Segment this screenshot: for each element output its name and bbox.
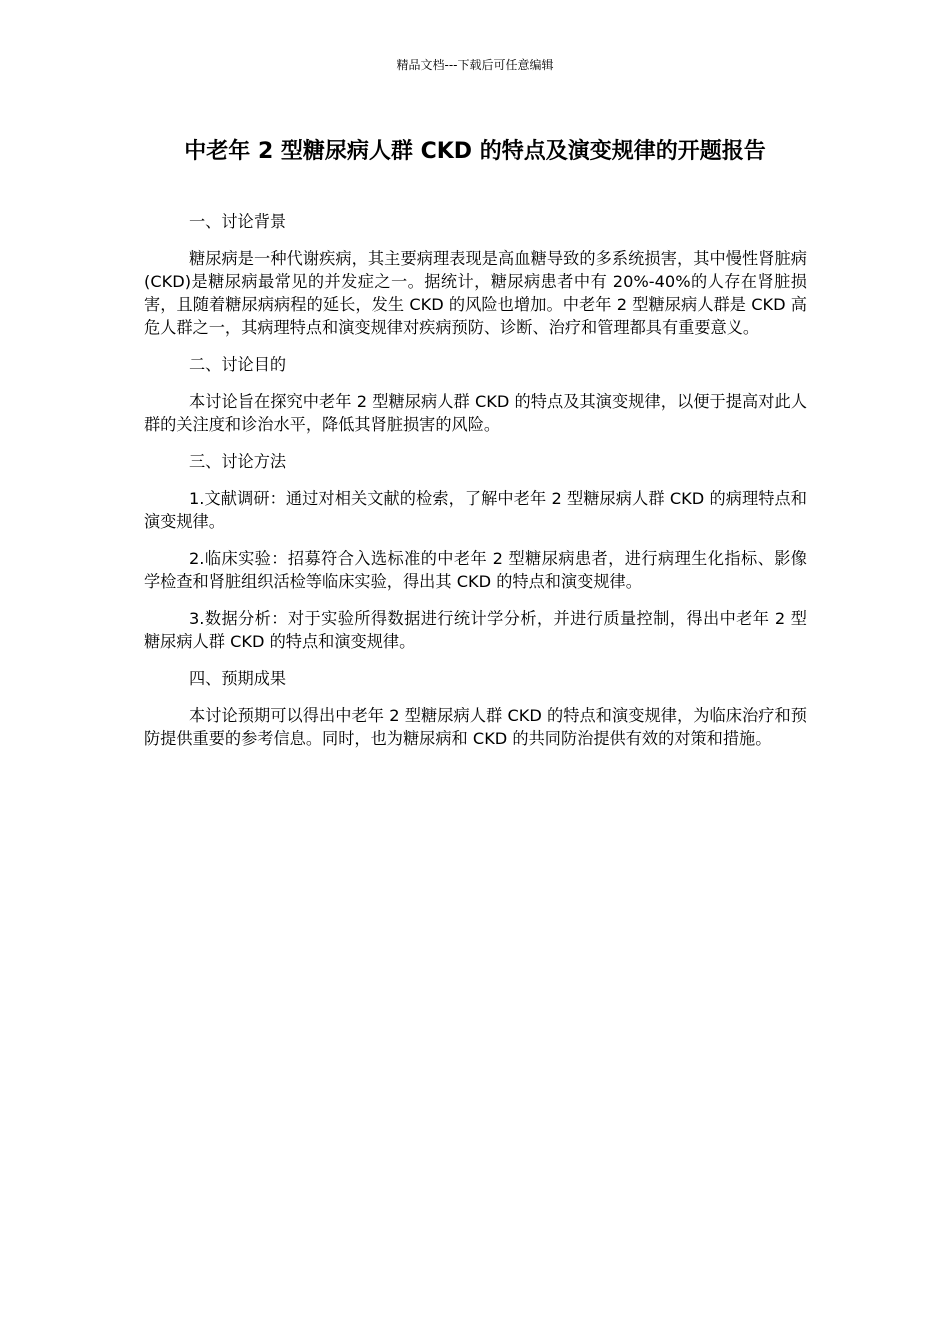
section-heading-purpose: 二、讨论目的	[189, 355, 287, 374]
paragraph-purpose: 本讨论旨在探究中老年 2 型糖尿病人群 CKD 的特点及其演变规律，以便于提高对此人群的关注度和诊治水平，降低其肾脏损害的风险。	[144, 392, 807, 434]
spacer	[144, 376, 807, 390]
spacer	[144, 233, 807, 247]
document-body	[144, 210, 807, 750]
section-heading-background: 一、讨论背景	[189, 212, 287, 231]
document-title: 中老年 2 型糖尿病人群 CKD 的特点及演变规律的开题报告	[184, 139, 766, 164]
spacer	[144, 593, 807, 607]
spacer	[144, 436, 807, 450]
spacer	[144, 473, 807, 487]
spacer	[144, 653, 807, 667]
paragraph-method-clinical: 2.临床实验：招募符合入选标准的中老年 2 型糖尿病患者，进行病理生化指标、影像学检查和肾脏组织活检等临床实验，得出其 CKD 的特点和演变规律。	[144, 549, 807, 591]
header-note: 精品文档---下载后可任意编辑	[396, 58, 554, 72]
paragraph-method-analysis: 3.数据分析：对于实验所得数据进行统计学分析，并进行质量控制，得出中老年 2 型糖尿病人群 CKD 的特点和演变规律。	[144, 609, 807, 651]
paragraph-background: 糖尿病是一种代谢疾病，其主要病理表现是高血糖导致的多系统损害，其中慢性肾脏病(CKD)是糖尿病最常见的并发症之一。据统计，糖尿病患者中有 20%-40%的人存在肾脏损害，且随着糖尿病病程的延长，发生 CKD 的风险也增加。中老年 2 型糖尿病人群是 CKD 高危人群之一，其病理特点和演变规律对疾病预防、诊断、治疗和管理都具有重要意义。	[144, 249, 807, 337]
spacer	[144, 533, 807, 547]
spacer	[144, 690, 807, 704]
spacer	[144, 339, 807, 353]
section-heading-methods: 三、讨论方法	[189, 452, 287, 471]
paragraph-method-literature: 1.文献调研：通过对相关文献的检索，了解中老年 2 型糖尿病人群 CKD 的病理特点和演变规律。	[144, 489, 807, 531]
paragraph-outcomes: 本讨论预期可以得出中老年 2 型糖尿病人群 CKD 的特点和演变规律，为临床治疗和预防提供重要的参考信息。同时，也为糖尿病和 CKD 的共同防治提供有效的对策和措施。	[144, 706, 807, 748]
section-heading-outcomes: 四、预期成果	[189, 669, 287, 688]
